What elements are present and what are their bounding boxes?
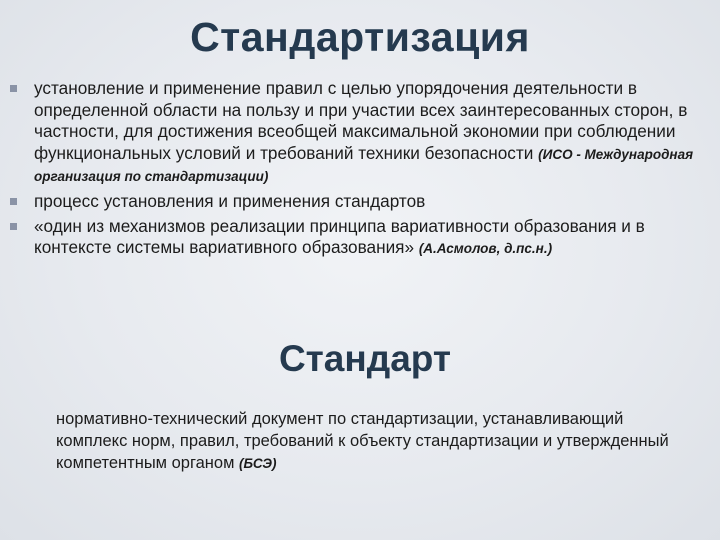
definition-body: нормативно-технический документ по стандартизации, устанавливающий комплекс норм, правил, требований к объекту стандартизации и утвержденный компетентным органом xyxy=(56,410,669,472)
definition-citation: (БСЭ) xyxy=(239,456,277,471)
slide-title: Стандартизация xyxy=(190,14,530,60)
bullet-item xyxy=(10,191,710,213)
section-heading: Стандарт xyxy=(278,338,452,379)
bullet-text: «один из механизмов реализации принципа вариативности образования и в контексте системы вариативного образования» xyxy=(34,215,645,258)
square-bullet-icon xyxy=(10,223,17,230)
square-bullet-icon xyxy=(10,85,17,92)
bullet-item xyxy=(10,78,710,188)
bullet-item xyxy=(10,216,710,260)
bullet-citation: (А.Асмолов, д.пс.н.) xyxy=(418,241,553,257)
square-bullet-icon xyxy=(10,198,17,205)
bullet-text: установление и применение правил с целью упорядочения деятельности в определенной области на пользу и при участии всех заинтересованных сторон, в частности, для достижения всеобщей максимальной экономии при соблюдении функциональных условий и требований техники безопасности xyxy=(34,78,688,163)
definition-text xyxy=(56,408,676,475)
bullet-list xyxy=(10,78,710,260)
bullet-text: процесс установления и применения стандартов xyxy=(34,190,426,211)
bullet-citation: (ИСО - Международная организация по стандартизации) xyxy=(34,146,694,185)
